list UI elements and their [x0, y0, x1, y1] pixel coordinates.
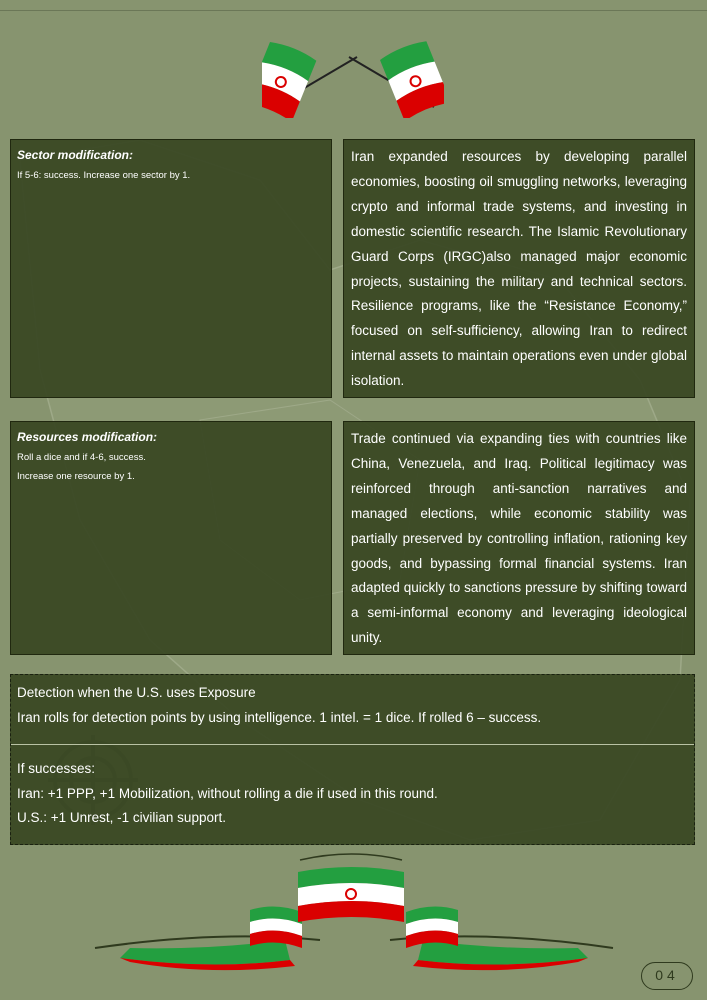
sector-heading: Sector modification:	[17, 148, 134, 162]
us-result: U.S.: +1 Unrest, -1 civilian support.	[17, 810, 226, 825]
resources-heading: Resources modification:	[17, 430, 158, 444]
left-flag-ribbon	[250, 906, 302, 948]
resources-modification-panel	[10, 421, 332, 655]
iran-result: Iran: +1 PPP, +1 Mobilization, without rolling a die if used in this round.	[17, 785, 438, 801]
right-flag-ribbon	[406, 906, 458, 948]
detection-title: Detection when the U.S. uses Exposure	[17, 685, 256, 700]
iran-flag-ribbon-icon	[90, 850, 618, 990]
detection-panel	[10, 674, 695, 845]
resources-rule-line: Roll a dice and if 4-6, success.	[17, 452, 146, 463]
detection-rule: Iran rolls for detection points by using intelligence. 1 intel. = 1 dice. If rolled 6 – success.	[17, 709, 542, 725]
resources-rule-line: Increase one resource by 1.	[17, 471, 135, 482]
iran-trade-text-panel	[343, 421, 695, 655]
sector-rule: If 5-6: success. Increase one sector by 1.	[17, 170, 191, 181]
iran-resources-paragraph: Iran expanded resources by developing parallel economies, boosting oil smuggling networks, leveraging crypto and informal trade systems, and investing in domestic scientific research. The Islamic Revolutionary Guard Corps (IRGC)also managed major economic projects, sustaining the military and technical sectors. Resilience programs, like the “Resistance Economy,” focused on self-sufficiency, allowing Iran to redirect internal assets to maintain operations even under global isolation.	[351, 149, 687, 389]
divider	[11, 744, 694, 745]
success-heading: If successes:	[17, 761, 96, 776]
center-flag-ribbon	[298, 854, 404, 922]
page-number: 04	[641, 962, 693, 990]
iran-trade-paragraph: Trade continued via expanding ties with countries like China, Venezuela, and Iraq. Political legitimacy was reinforced through anti-sanction narratives and managed elections, while economic stability was partially preserved by controlling inflation, rationing key goods, and bypassing formal financial systems. Iran adapted quickly to sanctions pressure by shifting toward a semi-informal economy and leveraging ideological unity.	[351, 431, 687, 646]
top-rule	[0, 10, 707, 11]
crossed-iran-flags-icon	[262, 22, 444, 118]
sector-modification-panel	[10, 139, 332, 398]
iran-resources-text-panel	[343, 139, 695, 398]
